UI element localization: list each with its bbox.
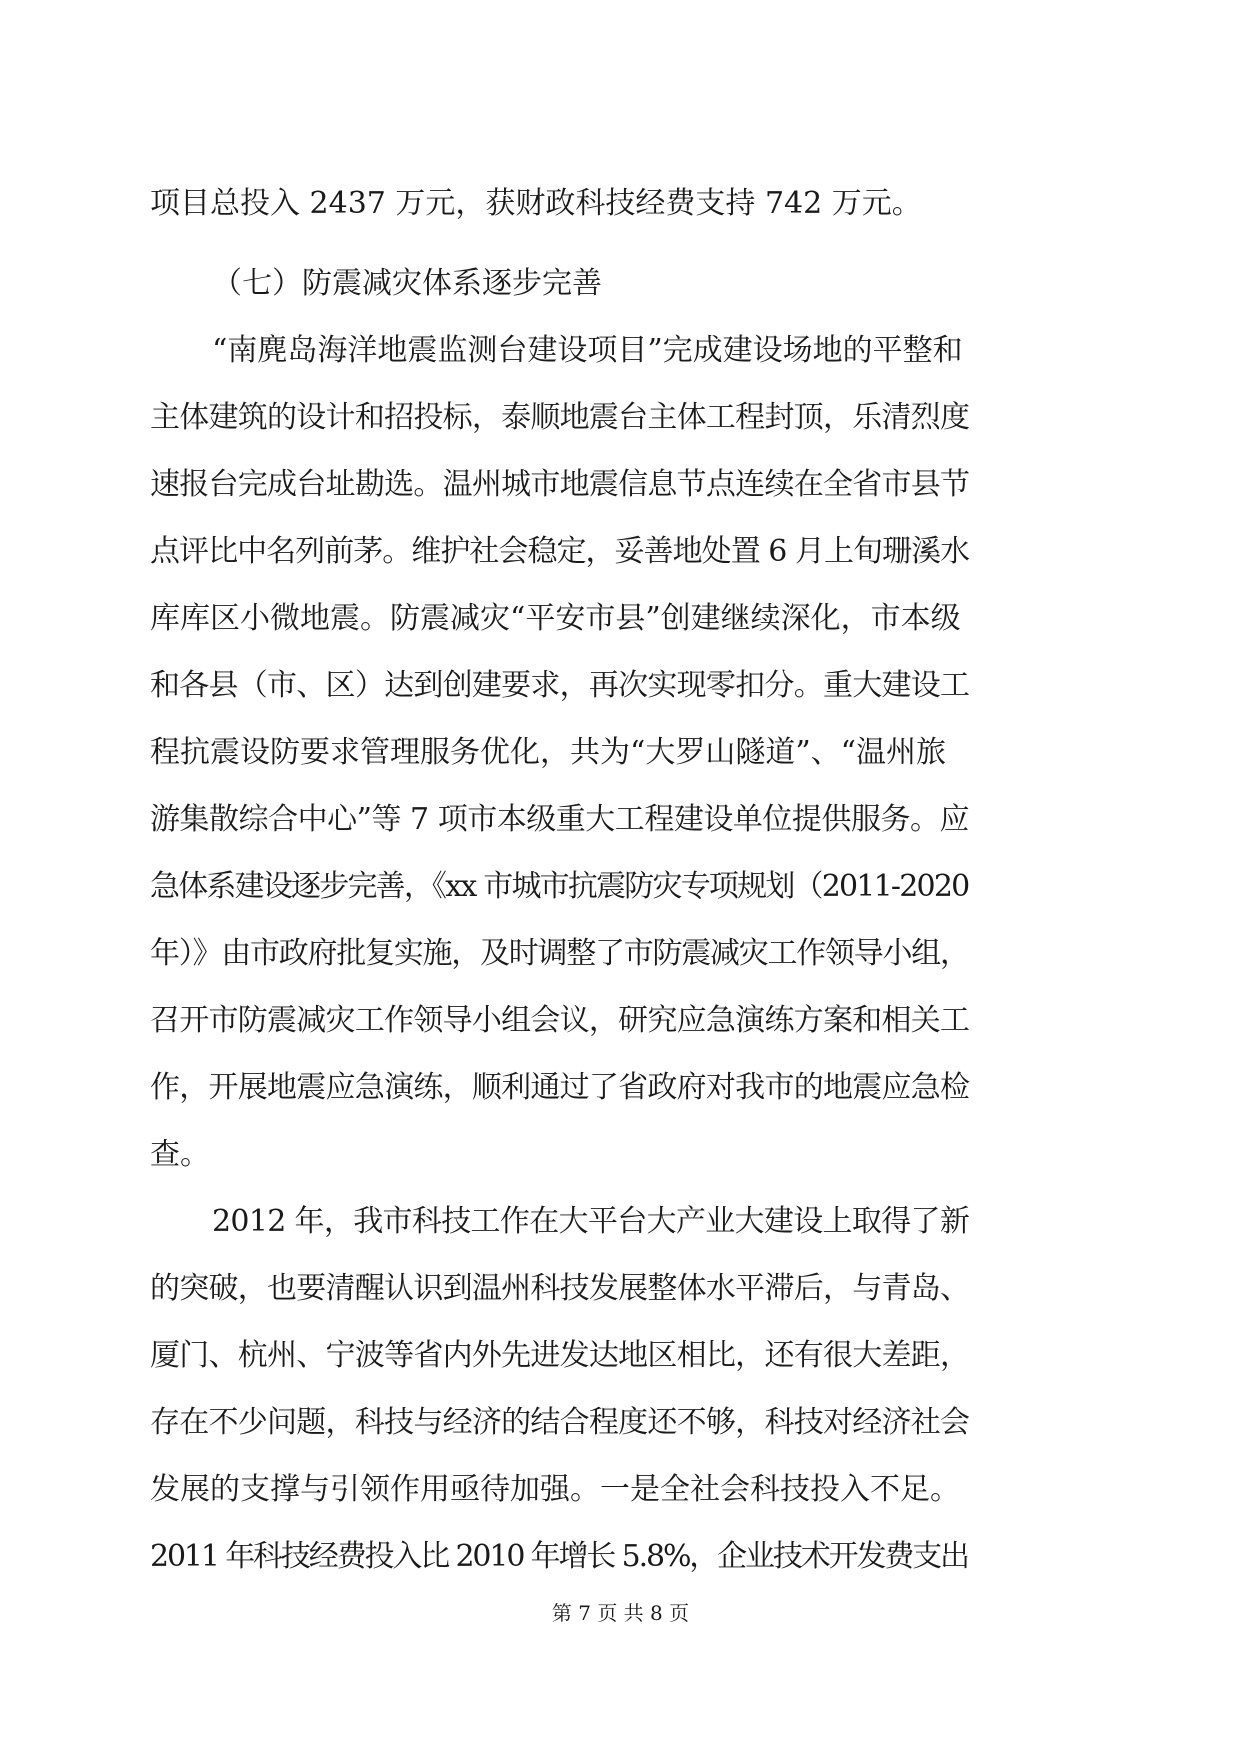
text-line: 库库区小微地震。防震减灾“平安市县”创建继续深化，市本级 [150,601,961,636]
text-line: 2012 年，我市科技工作在大平台大产业大建设上取得了新 [212,1204,970,1239]
text-line: 作，开展地震应急演练，顺利通过了省政府对我市的地震应急检 [150,1070,970,1105]
text-line: 的突破，也要清醒认识到温州科技发展整体水平滞后，与青岛、 [150,1271,970,1306]
text-line: 和各县（市、区）达到创建要求，再次实现零扣分。重大建设工 [150,668,970,703]
text-line: 存在不少问题，科技与经济的结合程度还不够，科技对经济社会 [150,1405,970,1440]
text-line: 查。 [150,1137,210,1172]
page-number-footer: 第 7 页 共 8 页 [551,1601,690,1625]
text-line: 程抗震设防要求管理服务优化，共为“大罗山隧道”、“温州旅 [150,735,947,770]
section-heading: （七）防震减灾体系逐步完善 [212,266,602,301]
text-line: 点评比中名列前茅。维护社会稳定，妥善地处置 6 月上旬珊溪水 [150,534,970,569]
text-line: 厦门、杭州、宁波等省内外先进发达地区相比，还有很大差距， [150,1338,970,1373]
text-line: 年）》由市政府批复实施，及时调整了市防震减灾工作领导小组， [150,936,969,971]
text-line: 召开市防震减灾工作领导小组会议，研究应急演练方案和相关工 [150,1003,970,1038]
text-line: 速报台完成台址勘选。温州城市地震信息节点连续在全省市县节 [150,467,970,502]
text-line: 发展的支撑与引领作用亟待加强。一是全社会科技投入不足。 [150,1472,960,1507]
text-line: 2011 年科技经费投入比 2010 年增长 5.8%，企业技术开发费支出 [150,1539,968,1574]
text-line: 急体系建设逐步完善，《xx 市城市抗震防灾专项规划（2011-2020 [150,869,969,904]
text-line: 游集散综合中心”等 7 项市本级重大工程建设单位提供服务。应 [150,802,970,837]
text-line: 主体建筑的设计和招投标，泰顺地震台主体工程封顶，乐清烈度 [150,400,970,435]
text-line: “南麂岛海洋地震监测台建设项目”完成建设场地的平整和 [212,333,963,368]
text-line: 项目总投入 2437 万元，获财政科技经费支持 742 万元。 [150,186,922,221]
